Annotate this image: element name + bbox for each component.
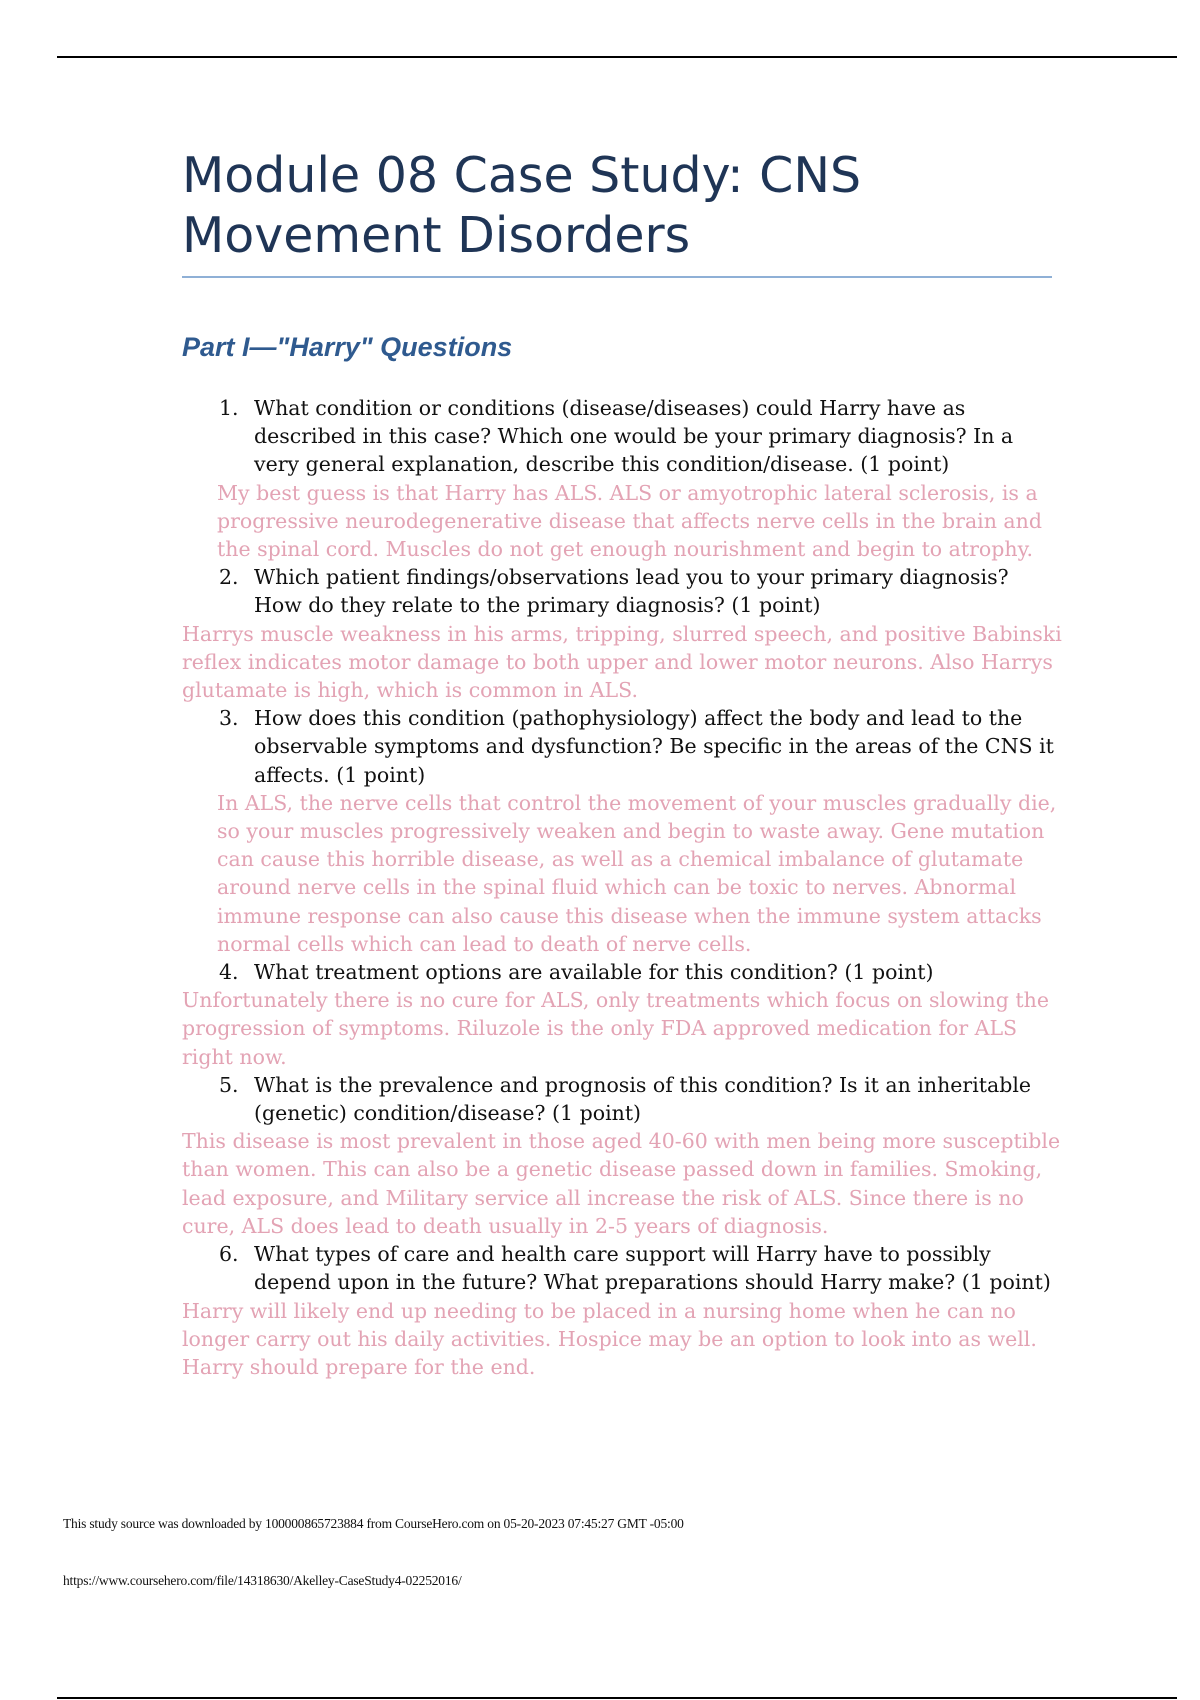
question-text: What is the prevalence and prognosis of this condition? Is it an inheritable (genetic) condition/disease? (1 point) [254, 1072, 1032, 1126]
top-rule [57, 56, 1177, 58]
answer-6: Harry will likely end up needing to be placed in a nursing home when he can no longer carry out his daily activities. Hospice may be an option to look into as well. Harry should prepare for the end. [182, 1298, 1037, 1379]
answer-5: This disease is most prevalent in those aged 40-60 with men being more susceptible than women. This can also be a genetic disease passed down in families. Smoking, lead exposure, and Military service all increase the risk of ALS. Since there is no cure, ALS does lead to death usually in 2-5 years of diagnosis. [182, 1129, 1061, 1238]
question-number: 2. [219, 565, 239, 590]
section-heading: Part I—"Harry" Questions [182, 332, 513, 362]
answer-3: In ALS, the nerve cells that control the movement of your muscles gradually die, so your muscles progressively weaken and begin to waste away. Gene mutation can cause this horrible disease, as well as a chemical imbalance of glutamate around nerve cells in the spinal fluid which can be toxic to nerves. Abnormal immune response can also cause this disease when the immune system attacks normal cells which can lead to death of nerve cells. [217, 790, 1057, 956]
question-4 [182, 958, 1062, 986]
answer-4: Unfortunately there is no cure for ALS, only treatments which focus on slowing the progression of symptoms. Riluzole is the only FDA approved medication for ALS right now. [182, 988, 1049, 1069]
question-number: 1. [219, 396, 239, 420]
question-text: What types of care and health care support will Harry have to possibly depend upon in the future? What preparations should Harry make? (1 point) [254, 1242, 1051, 1295]
question-number: 5. [219, 1072, 239, 1097]
answer-2: Harrys muscle weakness in his arms, tripping, slurred speech, and positive Babinski reflex indicates motor damage to both upper and lower motor neurons. Also Harrys glutamate is high, which is common in ALS. [182, 621, 1062, 703]
question-6 [182, 1240, 1062, 1296]
source-url: https://www.coursehero.com/file/14318630/Akelley-CaseStudy4-02252016/ [63, 1573, 462, 1588]
question-text: Which patient findings/observations lead you to your primary diagnosis? How do they relate to the primary diagnosis? (1 point) [254, 565, 1009, 618]
question-text: What treatment options are available for this condition? (1 point) [254, 960, 934, 985]
question-1 [182, 394, 1062, 479]
question-text: What condition or conditions (disease/diseases) could Harry have as described in this case? Which one would be your primary diagnosis? In a very general explanation, describe this condition/disease. (1 point) [254, 396, 1014, 477]
question-number: 3. [219, 706, 239, 731]
question-2 [182, 563, 1062, 619]
document-title: Module 08 Case Study: CNS Movement Disorders [182, 147, 862, 264]
question-list [182, 394, 1062, 1381]
download-notice: This study source was downloaded by 100000865723884 from CourseHero.com on 05-20-2023 07:45:27 GMT -05:00 [63, 1516, 684, 1531]
title-underline [182, 276, 1052, 278]
question-5 [182, 1071, 1062, 1127]
question-text: How does this condition (pathophysiology) affect the body and lead to the observable symptoms and dysfunction? Be specific in the areas of the CNS it affects. (1 point) [254, 706, 1054, 787]
question-3 [182, 704, 1062, 789]
question-number: 4. [219, 960, 239, 985]
bottom-rule [57, 1697, 1177, 1699]
question-number: 6. [219, 1242, 239, 1267]
answer-1: My best guess is that Harry has ALS. ALS or amyotrophic lateral sclerosis, is a progressive neurodegenerative disease that affects nerve cells in the brain and the spinal cord. Muscles do not get enough nourishment and begin to atrophy. [217, 480, 1042, 562]
